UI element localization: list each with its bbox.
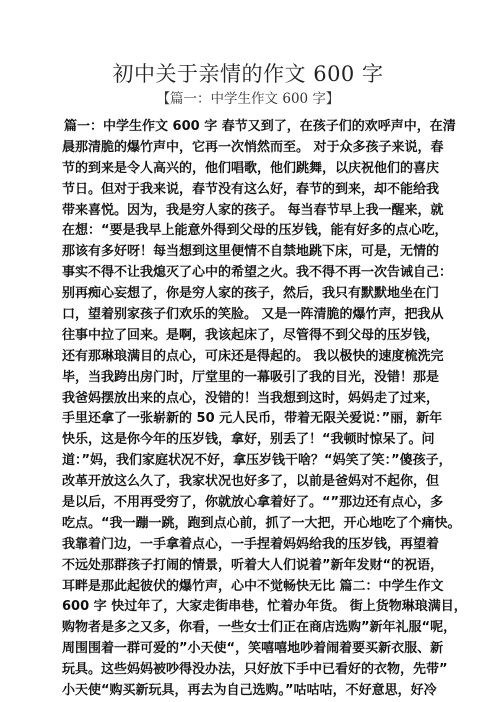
body-line: 那该有多好呀！每当想到这里便情不自禁地跳下床，可是，无情的 (62, 244, 440, 260)
body-line: 我爸妈摆放出来的点心，没错的！当我想到这时，妈妈走了过来， (62, 390, 440, 406)
body-line: 事实不得不让我熄灭了心中的希望之火。我不得不再一次告诫自己： (62, 265, 453, 281)
body-line: 玩具。这些妈妈被吵得没办法，只好放下手中已看好的衣物，先带” (62, 662, 448, 678)
body-line: 毕，当我跨出房门时，厅堂里的一幕吸引了我的目光，没错！那是 (62, 369, 440, 385)
body-line: 晨那清脆的爆竹声中，它再一次悄然而至。 对于众多孩子来说，春 (62, 139, 444, 155)
body-line: 不远处那群孩子打闹的情景，听着大人们说着”新年发财“的祝语， (62, 557, 444, 573)
body-line: 带来喜悦。因为，我是穷人家的孩子。 每当春节早上我一醒来，就 (62, 202, 444, 218)
body-line: 篇一：中学生作文 600 字 春节又到了，在孩子们的欢呼声中，在清 (64, 119, 456, 134)
body-line: 购物者是多之又多，你看，一些女士们正在商店选购”新年礼服“呢， (62, 620, 457, 636)
document-body (62, 117, 467, 702)
body-line: 在想：“要是我早上能意外得到父母的压岁钱，能有好多的点心吃， (62, 223, 448, 239)
body-line: 口，望着别家孩子们欢乐的笑脸。 又是一阵清脆的爆竹声，把我从 (62, 307, 444, 323)
body-line: 道：”妈，我们家庭状况不好，拿压岁钱干啥？“妈笑了笑：”傻孩子， (62, 453, 452, 469)
document-subtitle: 【篇一：中学生作文 600 字】 (156, 91, 340, 107)
body-line: 吃点。“我一蹦一跳，跑到点心前，抓了一大把，开心地吃了个痛快。 (62, 515, 461, 531)
body-line: 是以后，不用再受穷了，你就放心拿着好了。“”那边还有点心，多 (62, 495, 444, 511)
body-line: 别再痴心妄想了，你是穷人家的孩子，然后，我只有默默地坐在门 (62, 286, 440, 302)
body-line: 改革开放这么久了，我家状况也好多了，以前是爸妈对不起你，但 (62, 474, 440, 490)
body-line: 节的到来是令人高兴的，他们唱歌，他们跳舞，以庆祝他们的喜庆 (62, 160, 440, 176)
body-line: 小天使“购买新玩具，再去为自己选购。”咕咕咕，不好意思，好冷 (62, 683, 437, 699)
body-line: 耳畔是那此起彼伏的爆竹声，心中不觉畅快无比 篇二：中学生作文 (62, 578, 444, 594)
body-line: 快乐，这是你今年的压岁钱，拿好，别丢了！“我顿时惊呆了。问 (62, 432, 435, 448)
body-line: 我靠着门边，一手拿着点心，一手捏着妈妈给我的压岁钱，再望着 (62, 536, 440, 552)
body-line: 还有那琳琅满目的点心，可床还是得起的。 我以极快的速度梳洗完 (62, 348, 444, 364)
document-title: 初中关于亲情的作文 600 字 (112, 62, 384, 86)
body-line: 节日。但对于我来说，春节没有这么好，春节的到来，却不能给我 (62, 181, 440, 197)
body-line: 手里还拿了一张崭新的 50 元人民币，带着无限关爱说：”丽，新年 (62, 411, 443, 427)
body-line: 周围围着一群可爱的”小天使“，笑嘻嘻地吵着闹着要买新衣服、新 (62, 641, 444, 657)
body-line: 往事中拉了回来。是啊，我该起床了，尽管得不到父母的压岁钱， (62, 327, 440, 343)
body-line: 600 字 快过年了，大家走街串巷，忙着办年货。 街上货物琳琅满目， (62, 599, 467, 615)
